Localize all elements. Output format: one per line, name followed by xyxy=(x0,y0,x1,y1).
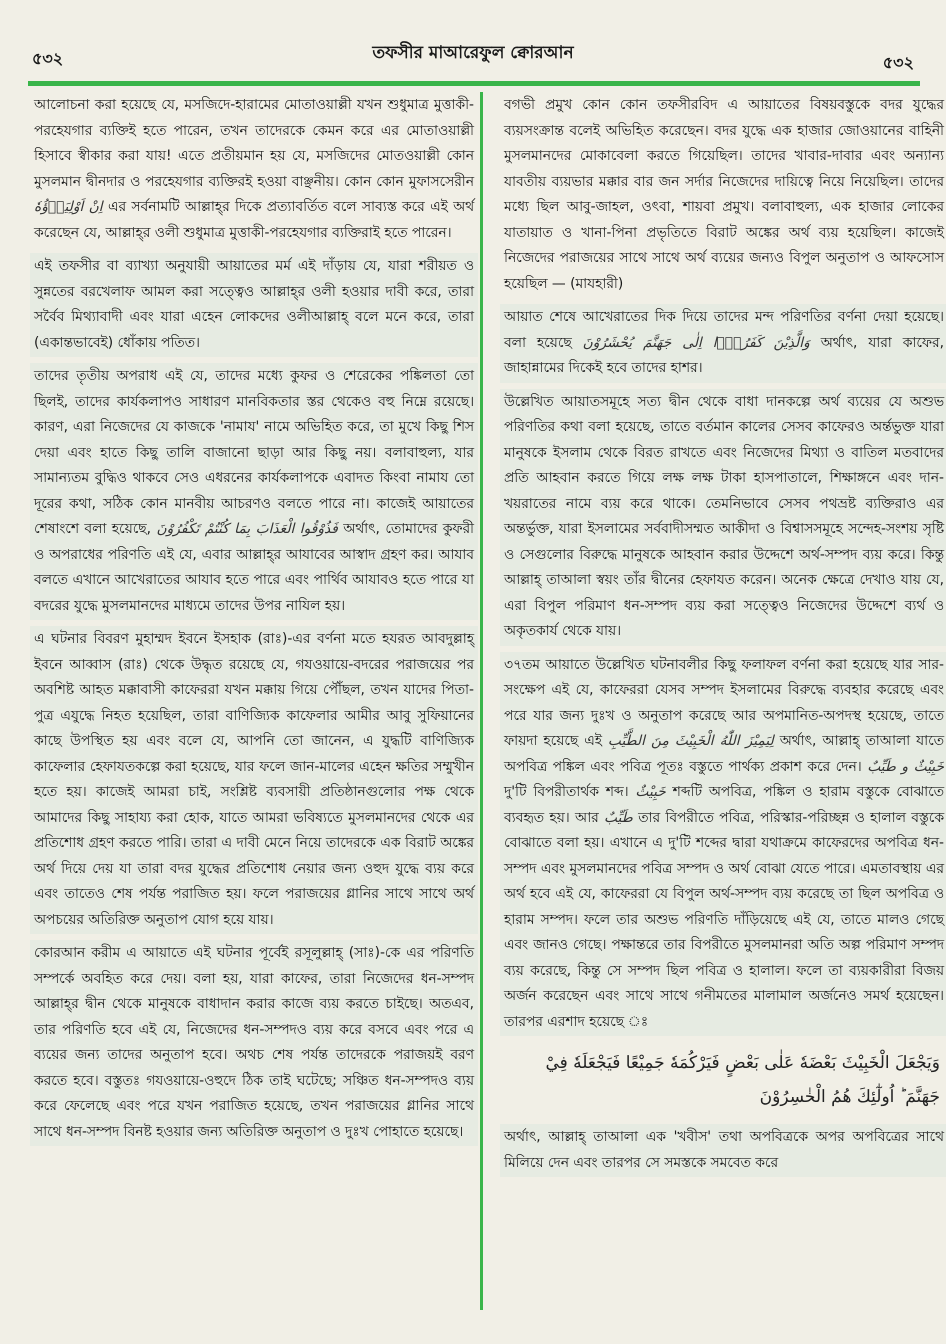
left-paragraph-4: এ ঘটনার বিবরণ মুহাম্মদ ইবনে ইসহাক (রাঃ)-এর বর্ণনা মতে হযরত আবদুল্লাহ্‌ ইবনে আব্বাস (রাঃ) থেকে উদ্ধৃত রয়েছে যে, গযওয়ায়ে-বদরের পরাজয়ের পর অবশিষ্ট আহত মক্কাবাসী কাফেররা যখন মক্কায় গিয়ে পৌঁছল, তখন যাদের পিতা-পুত্র এযুদ্ধে নিহত হয়েছিল, তারা বাণিজ্যিক কাফেলার আমীর আবু সুফিয়ানের কাছে উপস্থিত হয় এবং বলে যে, আপনি তো জানেন, এ যুদ্ধটি বাণিজ্যিক কাফেলার হেফাযতকল্পে করা হয়েছে, যার ফলে জান-মালের এহেন ক্ষতির সম্মুখীন হতে হয়। কাজেই আমরা চাই, সংশ্লিষ্ট ব্যবসায়ী প্রতিষ্ঠানগুলোর পক্ষ থেকে আমাদের কিছু সাহায্য করা হোক, যাতে আমরা ভবিষ্যতে মুসলমানদের থেকে এর প্রতিশোধ গ্রহণ করতে পারি। তারা এ দাবী মেনে নিয়ে তাদেরকে এক বিরাট অঙ্কের অর্থ দিয়ে দেয় যা তারা বদর যুদ্ধের প্রতিশোধ নেয়ার জন্য ওহুদ যুদ্ধে ব্যয় করে এবং তাতেও শেষ পর্যন্ত পরাজিত হয়। ফলে পরাজয়ের গ্লানির সাথে সাথে অর্থ অপচয়ের অতিরিক্ত অনুতাপ যোগ হয়ে যায়। xyxy=(30,626,478,934)
text: অর্থাৎ, তোমাদের কুফরী ও অপরাধের পরিণতি এই যে, এবার আল্লাহ্‌র আযাবের আস্বাদ গ্রহণ কর। আযাব বলতে এখানে আখেরাতের আযাব হতে পারে এবং পার্থিব আযাবও হতে পারে যা বদরের যুদ্ধে মুসলমানদের মাধ্যমে তাদের উপর নাযিল হয়। xyxy=(34,521,474,614)
arabic-inline: فَذُوْقُوا الْعَذَابَ بِمَا كُنْتُمْ تَكْفُرُوْنَ xyxy=(156,521,338,537)
arabic-inline: خَبِيْثٌ xyxy=(635,784,666,800)
text: এর সর্বনামটি আল্লাহ্‌র দিকে প্রত্যাবর্তিত বলে সাব্যস্ত করে এই অর্থ করেছেন যে, আল্লাহ্‌র ওলী শুধুমাত্র মুত্তাকী-পরহেযগার ব্যক্তিরাই হতে পারেন। xyxy=(34,199,475,241)
running-title: তফসীর মাআরেফুল ক্বোরআন xyxy=(372,43,574,63)
text: অর্থাৎ, আল্লাহ্‌ তাআলা যাতে অপবিত্র পঙ্কিল এবং পবিত্র পূতঃ বস্তুতে পার্থক্য প্রকাশ করে দেন। xyxy=(504,733,945,775)
right-paragraph-5: অর্থাৎ, আল্লাহ্‌ তাআলা এক 'খবীস' তথা অপবিত্রকে অপর অপবিত্রের সাথে মিলিয়ে দেন এবং তারপর সে সমস্তকে সমবেত করে xyxy=(500,1124,946,1177)
arabic-inline: وَالَّذِيْنَ كَفَرُوْۤا اِلٰى جَهَنَّمَ يُحْشَرُوْنَ xyxy=(582,334,810,351)
left-paragraph-1 xyxy=(30,92,478,247)
header-rule xyxy=(28,81,920,86)
column-divider xyxy=(480,92,483,1310)
text: আলোচনা করা হয়েছে যে, মসজিদে-হারামের মোতাওয়াল্লী যখন শুধুমাত্র মুত্তাকী-পরহেযগার ব্যক্তিই হতে পারেন, তখন তাদেরকে কেমন করে এর মোতাওয়াল্লী হিসাবে স্বীকার করা যায়! এতে প্রতীয়মান হয় যে, মসজিদের মোতওয়াল্লী কোন মুসলমান দ্বীনদার ও পরহেযগার ব্যক্তিরই হওয়া বাঞ্ছনীয়। কোন কোন মুফাসসেরীন xyxy=(34,97,474,190)
quran-verse-block: وَيَجْعَلَ الْخَبِيْثَ بَعْضَهٗ عَلٰى بَعْضٍ فَيَرْكُمَهٗ جَمِيْعًا فَيَجْعَلَهٗ فِيْ جَهَنَّمَ ؕ اُولٰٓئِكَ هُمُ الْخٰسِرُوْنَ xyxy=(545,1053,940,1107)
right-column xyxy=(500,92,946,1183)
arabic-inline: لِيَمِيْزَ اللّٰهُ الْخَبِيْثَ مِنَ الطَّيِّبِ xyxy=(607,733,774,749)
text: তার বিপরীতে পবিত্র, পরিস্কার-পরিচ্ছন্ন ও হালাল বস্তুকে বোঝাতে বলা হয়। এখানে এ দু'টি শব্দের দ্বারা যথাক্রমে কাফেরদের অপবিত্র ধন-সম্পদ এবং মুসলমানদের পবিত্র সম্পদ ও অর্থ বোঝা যেতে পারে। এমতাবস্থায় এর অর্থ হবে এই যে, কাফেররা যে বিপুল অর্থ-সম্পদ ব্যয় করেছে তা ছিল অপবিত্র ও হারাম সম্পদ। ফলে তার অশুভ পরিণতি দাঁড়িয়েছে এই যে, তাতে মালও গেছে এবং জানও গেছে। পক্ষান্তরে তার বিপরীতে মুসলমানরা অতি অল্প পরিমাণ সম্পদ ব্যয় করেছে, কিন্তু সে সম্পদ ছিল পবিত্র ও হালাল। ফলে তা ব্যয়কারীরা বিজয় অর্জন করেছেন এবং সাথে সাথে গনীমতের মালামাল অর্জনেও সমর্থ হয়েছেন। তারপর এরশাদ হয়েছে ঃ xyxy=(504,809,944,1030)
left-paragraph-3 xyxy=(30,363,478,620)
text: ৩৭তম আয়াতে উল্লেখিত ঘটনাবলীর কিছু ফলাফল বর্ণনা করা হয়েছে যার সার-সংক্ষেপ এই যে, কাফেররা যেসব সম্পদ ইসলামের বিরুদ্ধে ব্যবহার করেছে এবং পরে যার জন্য দুঃখ ও অনুতাপ করেছে আর অপমানিত-অপদস্থ হয়েছে, তাতে ফায়দা হয়েছে এই xyxy=(504,656,944,749)
right-paragraph-4 xyxy=(500,652,946,1037)
page-number-right: ৫৩২ xyxy=(882,53,914,72)
right-paragraph-1: বগভী প্রমুখ কোন কোন তফসীরবিদ এ আয়াতের বিষয়বস্তুকে বদর যুদ্ধের ব্যয়সংক্রান্ত বলেই অভিহিত করেছেন। বদর যুদ্ধে এক হাজার জোওয়ানের বাহিনী মুসলমানদের মোকাবেলা করতে গিয়েছিল। তাদের খাবার-দাবার এবং অন্যান্য যাবতীয় ব্যয়ভার মক্কার বার জন সর্দার নিজেদের দায়িত্বে নিয়ে নিয়েছিল। তাদের মধ্যে ছিল আবু-জাহল, ওৎবা, শায়বা প্রমুখ। বলাবাহুল্য, এক হাজার লোকের যাতায়াত ও খানা-পিনা প্রভৃতিতে বিরাট অঙ্কের অর্থ ব্যয় হয়েছিল। কাজেই নিজেদের পরাজয়ের সাথে সাথে অর্থ ব্যয়ের জন্যও বিপুল অনুতাপ ও আফসোস হয়েছিল — (মাযহারী) xyxy=(504,97,944,292)
right-paragraph-2 xyxy=(500,304,946,383)
text: তাদের তৃতীয় অপরাধ এই যে, তাদের মধ্যে কুফর ও শেরেকের পঙ্কিলতা তো ছিলই, তাদের কার্যকলাপও সাধারণ মানবিকতার স্তর থেকেও বহু নিম্নে রয়েছে। কারণ, এরা নিজেদের যে কাজকে 'নামায' নামে অভিহিত করে, তা মুখে কিছু শিস দেয়া এবং হাতে কিছু তালি বাজানো ছাড়া আর কিছু নয়। বলাবাহুল্য, যার সামান্যতম বুদ্ধিও থাকবে সেও এধরনের কার্যকলাপকে এবাদত কিংবা নামায তো দূরের কথা, সঠিক কোন মানবীয় আচরণও বলতে পারে না। কাজেই আয়াতের শেষাংশে বলা হয়েছে, xyxy=(34,368,474,537)
left-paragraph-2: এই তফসীর বা ব্যাখ্যা অনুযায়ী আয়াতের মর্ম এই দাঁড়ায় যে, যারা শরীয়ত ও সুন্নতের বরখেলাফ আমল করা সত্ত্বেও আল্লাহ্‌র ওলী হওয়ার দাবী করে, তারা সর্বৈব মিথ্যাবাদী এবং যারা এহেন লোকদের ওলীআল্লাহ্‌ বলে মনে করে, তারা (একান্তভাবেই) ধোঁকায় পতিত। xyxy=(30,253,478,357)
arabic-inline: طَيِّبٌ xyxy=(604,809,633,826)
page-header xyxy=(22,38,924,78)
text: অর্থাৎ, যারা কাফের, জাহান্নামের দিকেই হবে তাদের হাশর। xyxy=(504,334,944,376)
left-paragraph-5: কোরআন করীম এ আয়াতে এই ঘটনার পূর্বেই রসূলুল্লাহ্‌ (সাঃ)-কে এর পরিণতি সম্পর্কে অবহিত করে দেয়। বলা হয়, যারা কাফের, তারা নিজেদের ধন-সম্পদ আল্লাহ্‌র দ্বীন থেকে মানুষকে বাধাদান করার কাজে ব্যয় করতে চাইছে। অতএব, তার পরিণতি হবে এই যে, নিজেদের ধন-সম্পদও ব্যয় করে বসবে এবং পরে এ ব্যয়ের জন্য তাদের অনুতাপ হবে। অথচ শেষ পর্যন্ত তাদেরকে পরাজয়ই বরণ করতে হবে। বস্তুতঃ গযওয়ায়ে-ওহুদে ঠিক তাই ঘটেছে; সঞ্চিত ধন-সম্পদও ব্যয় করে ফেলেছে এবং পরে যখন পরাজিত হয়েছে, তখন পরাজয়ের গ্লানির সাথে সাথে ধন-সম্পদ বিনষ্ট হওয়ার জন্য অতিরিক্ত অনুতাপ ও দুঃখ পোহাতে হয়েছে। xyxy=(30,940,478,1146)
arabic-inline: اِنْ اَوْلِيَاۤؤُهٗ xyxy=(34,199,103,215)
arabic-inline: خَبِيْثٌ و طَيِّبٌ xyxy=(867,758,945,775)
right-paragraph-3: উল্লেখিত আয়াতসমূহে সত্য দ্বীন থেকে বাধা দানকল্পে অর্থ ব্যয়ের যে অশুভ পরিণতির কথা বলা হয়েছে, তাতে বর্তমান কালের সেসব কাফেরও অর্ন্তভুক্ত যারা মানুষকে ইসলাম থেকে বিরত রাখতে এবং নিজেদের মিথ্যা ও বাতিল মতবাদের প্রতি আহবান করতে গিয়ে লক্ষ লক্ষ টাকা হাসপাতালে, শিক্ষাঙ্গনে এবং দান-খয়রাতের নামে ব্যয় করে থাকে। তেমনিভাবে সেসব পথভ্রষ্ট ব্যক্তিরাও এর অন্তর্ভুক্ত, যারা ইসলামের সর্ববাদীসম্মত আকীদা ও বিশ্বাসসমূহে সন্দেহ-সংশয় সৃষ্টি ও সেগুলোর বিরুদ্ধে মানুষকে আহবান করার উদ্দেশে অর্থ-সম্পদ ব্যয় করে। কিন্তু আল্লাহ্‌ তাআলা স্বয়ং তাঁর দ্বীনের হেফাযত করেন। অনেক ক্ষেত্রে দেখাও যায় যে, এরা বিপুল পরিমাণ ধন-সম্পদ ব্যয় করা সত্ত্বেও নিজেদের উদ্দেশে ব্যর্থ ও অকৃতকার্য থেকে যায়। xyxy=(500,389,946,646)
left-column xyxy=(30,92,478,1152)
text: আয়াত শেষে আখেরাতের দিক দিয়ে তাদের মন্দ পরিণতির বর্ণনা দেয়া হয়েছে। বলা হয়েছে xyxy=(504,309,944,351)
text: শব্দটি অপবিত্র, পঙ্কিল ও হারাম বস্তুকে বোঝাতে ব্যবহৃত হয়। আর xyxy=(504,784,944,826)
page-number-left: ৫৩২ xyxy=(32,49,64,68)
text: দু'টি বিপরীতার্থক শব্দ। xyxy=(504,784,629,800)
